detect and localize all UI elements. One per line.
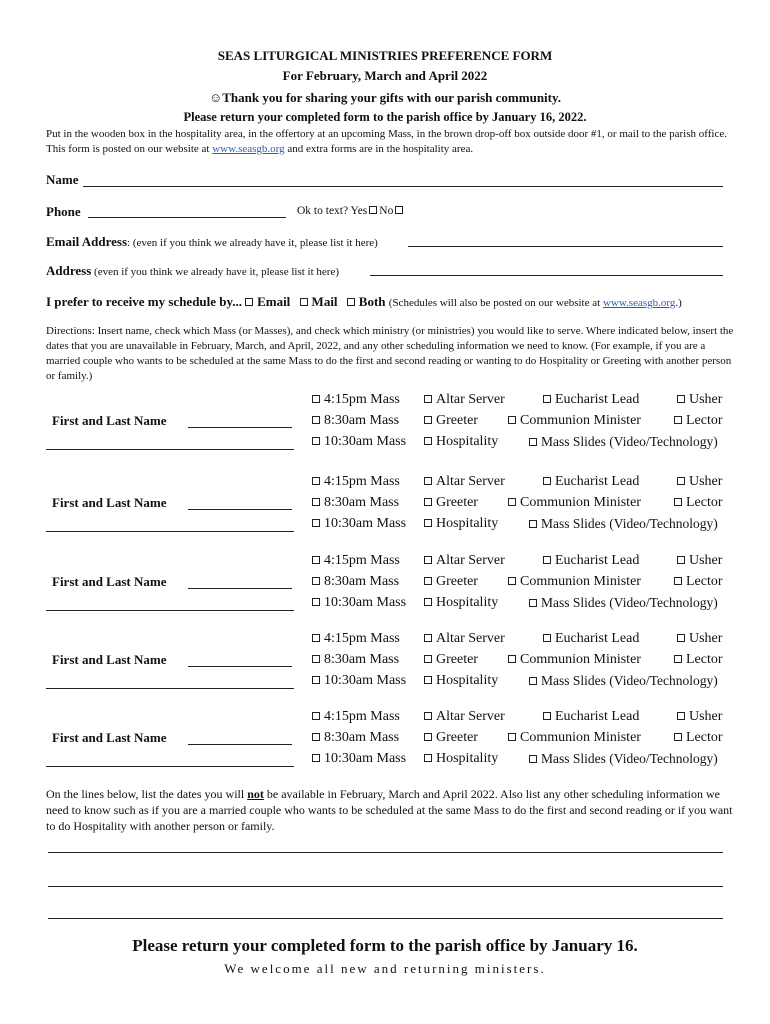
schedule-note-end: .) [675, 297, 682, 309]
eucharist-lead-label: Eucharist Lead [555, 474, 640, 489]
mass-slides-checkbox[interactable] [529, 677, 537, 685]
block-5-mass-checkbox[interactable] [312, 754, 320, 762]
text-yes-checkbox[interactable] [369, 206, 377, 214]
email-note: : (even if you think we already have it, please list it here) [127, 237, 378, 249]
unavailable-emphasis: not [247, 787, 264, 801]
block-4-mass-checkbox[interactable] [312, 634, 320, 642]
block-5-usher[interactable] [677, 709, 722, 725]
greeter-label: Greeter [436, 413, 478, 428]
block-2-mass-option[interactable] [312, 516, 406, 532]
block-1-usher[interactable] [677, 392, 722, 408]
footer-welcome: We welcome all new and returning ministers. [224, 961, 546, 976]
block-2-hospitality[interactable] [424, 516, 498, 532]
block-4-mass-option[interactable] [312, 673, 406, 689]
block-1-mass-option[interactable] [312, 434, 406, 450]
usher-checkbox[interactable] [677, 477, 685, 485]
unavailable-text-end: be available in February, March and April 2022. Also list any other scheduling information we need to know such as if you are a married couple who wants to be scheduled at the same Mass to do the first and second reading or if you want to do Hospitality with another person or family. [46, 787, 733, 833]
hospitality-checkbox[interactable] [424, 437, 432, 445]
block-3-name-label: First and Last Name [52, 574, 167, 589]
schedule-preference-label: I prefer to receive my schedule by... [46, 294, 243, 309]
schedule-website-link[interactable]: www.seasgb.org [602, 297, 676, 309]
intro-text-end: and extra forms are in the hospitality area. [284, 143, 474, 155]
lector-label: Lector [686, 495, 723, 510]
block-1-mass-checkbox[interactable] [312, 437, 320, 445]
block-3-name-field[interactable] [188, 588, 292, 589]
block-4-mass-option[interactable] [312, 631, 400, 647]
block-4-mass-slides[interactable] [529, 673, 718, 689]
block-4-lector[interactable] [674, 652, 723, 668]
block-2-mass-label: 8:30am Mass [324, 495, 400, 510]
communion-minister-label: Communion Minister [520, 730, 641, 745]
block-3-mass-option[interactable] [312, 595, 406, 611]
greeter-label: Greeter [436, 730, 478, 745]
block-4-name-label: First and Last Name [52, 652, 167, 667]
block-4-mass-label: 10:30am Mass [324, 673, 407, 688]
greeter-checkbox[interactable] [424, 655, 432, 663]
lector-checkbox[interactable] [674, 498, 682, 506]
greeter-checkbox[interactable] [424, 577, 432, 585]
block-5-mass-option[interactable] [312, 709, 400, 725]
greeter-label: Greeter [436, 652, 478, 667]
block-1-greeter[interactable] [424, 413, 478, 429]
usher-checkbox[interactable] [677, 712, 685, 720]
block-2-eucharist-lead[interactable] [543, 474, 639, 490]
block-1-mass-option[interactable] [312, 392, 400, 408]
mass-slides-checkbox[interactable] [529, 438, 537, 446]
usher-label: Usher [689, 553, 723, 568]
block-3-hospitality[interactable] [424, 595, 498, 611]
eucharist-lead-label: Eucharist Lead [555, 709, 640, 724]
block-1-altar-server[interactable] [424, 392, 505, 408]
mass-slides-checkbox[interactable] [529, 520, 537, 528]
block-5-communion-minister[interactable] [508, 730, 641, 746]
lector-checkbox[interactable] [674, 733, 682, 741]
block-5-mass-label: 4:15pm Mass [324, 709, 400, 724]
block-4-mass-checkbox[interactable] [312, 676, 320, 684]
greeter-label: Greeter [436, 574, 478, 589]
unavailable-line-3[interactable] [48, 918, 723, 919]
mass-slides-label: Mass Slides (Video/Technology) [541, 673, 718, 688]
altar-server-checkbox[interactable] [424, 477, 432, 485]
hospitality-label: Hospitality [436, 595, 499, 610]
altar-server-checkbox[interactable] [424, 556, 432, 564]
block-2-altar-server[interactable] [424, 474, 505, 490]
block-3-greeter[interactable] [424, 574, 478, 590]
eucharist-lead-label: Eucharist Lead [555, 392, 640, 407]
block-1-mass-option[interactable] [312, 413, 399, 429]
block-5-mass-checkbox[interactable] [312, 712, 320, 720]
block-4-mass-label: 4:15pm Mass [324, 631, 400, 646]
email-field[interactable] [408, 246, 723, 247]
block-2-greeter[interactable] [424, 495, 478, 511]
usher-label: Usher [689, 474, 723, 489]
block-5-name-field[interactable] [188, 744, 292, 745]
altar-server-label: Altar Server [436, 392, 505, 407]
usher-label: Usher [689, 631, 723, 646]
block-5-mass-label: 10:30am Mass [324, 751, 407, 766]
block-3-mass-checkbox[interactable] [312, 598, 320, 606]
communion-minister-label: Communion Minister [520, 495, 641, 510]
text-no-checkbox[interactable] [395, 206, 403, 214]
altar-server-label: Altar Server [436, 553, 505, 568]
block-3-mass-option[interactable] [312, 574, 399, 590]
form-title: SEAS LITURGICAL MINISTRIES PREFERENCE FORM [217, 48, 553, 63]
block-3-mass-checkbox[interactable] [312, 577, 320, 585]
usher-checkbox[interactable] [677, 395, 685, 403]
unavailable-text: On the lines below, list the dates you will [46, 787, 248, 801]
lector-checkbox[interactable] [674, 655, 682, 663]
unavailable-line-2[interactable] [48, 886, 723, 887]
block-4-eucharist-lead[interactable] [543, 631, 639, 647]
phone-label: Phone [46, 204, 81, 219]
block-3-mass-label: 10:30am Mass [324, 595, 407, 610]
block-3-mass-option[interactable] [312, 553, 400, 569]
block-3-mass-slides[interactable] [529, 595, 718, 611]
schedule-note [389, 297, 682, 309]
block-3-mass-label: 4:15pm Mass [324, 553, 400, 568]
address-row [46, 262, 339, 280]
altar-server-label: Altar Server [436, 474, 505, 489]
communion-minister-checkbox[interactable] [508, 655, 516, 663]
text-no-label: No [379, 205, 394, 217]
block-2-mass-option[interactable] [312, 495, 399, 511]
block-2-mass-label: 4:15pm Mass [324, 474, 400, 489]
usher-label: Usher [689, 709, 723, 724]
block-2-name-field-2[interactable] [46, 531, 294, 532]
hospitality-label: Hospitality [436, 434, 499, 449]
name-field[interactable] [83, 186, 723, 187]
eucharist-lead-checkbox[interactable] [543, 556, 551, 564]
eucharist-lead-checkbox[interactable] [543, 712, 551, 720]
altar-server-checkbox[interactable] [424, 634, 432, 642]
block-2-mass-checkbox[interactable] [312, 477, 320, 485]
mass-slides-checkbox[interactable] [529, 755, 537, 763]
block-3-altar-server[interactable] [424, 553, 505, 569]
eucharist-lead-checkbox[interactable] [543, 477, 551, 485]
block-1-hospitality[interactable] [424, 434, 498, 450]
lector-label: Lector [686, 413, 723, 428]
block-4-mass-label: 8:30am Mass [324, 652, 400, 667]
block-3-name-field-2[interactable] [46, 610, 294, 611]
lector-label: Lector [686, 652, 723, 667]
communion-minister-label: Communion Minister [520, 574, 641, 589]
block-5-name-label: First and Last Name [52, 730, 167, 745]
block-4-usher[interactable] [677, 631, 722, 647]
address-field[interactable] [370, 275, 723, 276]
block-2-mass-slides[interactable] [529, 516, 718, 532]
unavailable-instructions [46, 786, 736, 834]
block-4-hospitality[interactable] [424, 673, 498, 689]
pref-mail-checkbox[interactable] [300, 298, 308, 306]
block-4-greeter[interactable] [424, 652, 478, 668]
block-1-mass-slides[interactable] [529, 434, 718, 450]
hospitality-checkbox[interactable] [424, 519, 432, 527]
block-3-mass-checkbox[interactable] [312, 556, 320, 564]
block-4-mass-option[interactable] [312, 652, 399, 668]
block-5-mass-option[interactable] [312, 751, 406, 767]
block-4-altar-server[interactable] [424, 631, 505, 647]
pref-both-label: Both [358, 294, 386, 309]
lector-checkbox[interactable] [674, 416, 682, 424]
mass-slides-checkbox[interactable] [529, 599, 537, 607]
website-link[interactable]: www.seasgb.org [212, 143, 285, 155]
hospitality-checkbox[interactable] [424, 598, 432, 606]
communion-minister-label: Communion Minister [520, 413, 641, 428]
block-1-mass-label: 4:15pm Mass [324, 392, 400, 407]
block-1-communion-minister[interactable] [508, 413, 641, 429]
block-2-mass-checkbox[interactable] [312, 519, 320, 527]
block-5-mass-checkbox[interactable] [312, 733, 320, 741]
footer-title: Please return your completed form to the parish office by January 16. [132, 936, 638, 955]
intro-text: Put in the wooden box in the hospitality area, in the offertory at an upcoming Mass, in the brown drop-off box outside door #1, or mail to the parish office. This form is posted on our website at [46, 128, 727, 155]
block-1-mass-label: 8:30am Mass [324, 413, 400, 428]
eucharist-lead-label: Eucharist Lead [555, 553, 640, 568]
pref-email-checkbox[interactable] [245, 298, 253, 306]
mass-slides-label: Mass Slides (Video/Technology) [541, 516, 718, 531]
communion-minister-checkbox[interactable] [508, 733, 516, 741]
block-3-mass-label: 8:30am Mass [324, 574, 400, 589]
schedule-note-text: (Schedules will also be posted on our website at [388, 297, 603, 309]
intro-paragraph [46, 127, 736, 157]
block-1-name-field[interactable] [188, 427, 292, 428]
directions-text: Directions: Insert name, check which Mass (or Masses), and check which ministry (or ministries) you would like to serve. Where indicated below, insert the dates that you are unavailable in February, March, and April, 2022, and any other scheduling information we need to know. (For example, if you are a married couple who wants to be scheduled at the same Mass to do the first and second reading or wanting to do Hospitality or Greeting with another person or family.) [46, 325, 734, 382]
eucharist-lead-checkbox[interactable] [543, 395, 551, 403]
block-3-lector[interactable] [674, 574, 723, 590]
block-2-usher[interactable] [677, 474, 722, 490]
greeter-checkbox[interactable] [424, 416, 432, 424]
lector-label: Lector [686, 574, 723, 589]
block-5-greeter[interactable] [424, 730, 478, 746]
block-1-mass-checkbox[interactable] [312, 395, 320, 403]
eucharist-lead-label: Eucharist Lead [555, 631, 640, 646]
text-ok-question [297, 205, 405, 217]
block-3-usher[interactable] [677, 553, 722, 569]
hospitality-checkbox[interactable] [424, 676, 432, 684]
block-4-mass-checkbox[interactable] [312, 655, 320, 663]
hospitality-label: Hospitality [436, 751, 499, 766]
block-5-lector[interactable] [674, 730, 723, 746]
text-ok-label: Ok to text? Yes [297, 205, 368, 217]
block-5-mass-slides[interactable] [529, 751, 718, 767]
block-2-lector[interactable] [674, 495, 723, 511]
pref-mail-label: Mail [311, 294, 338, 309]
unavailable-line-1[interactable] [48, 852, 723, 853]
address-note: (even if you think we already have it, please list it here) [91, 266, 339, 278]
block-5-eucharist-lead[interactable] [543, 709, 639, 725]
name-label: Name [46, 172, 79, 187]
schedule-preference-row [46, 294, 682, 310]
communion-minister-checkbox[interactable] [508, 416, 516, 424]
form-subtitle: For February, March and April 2022 [282, 68, 488, 83]
block-4-name-field[interactable] [188, 666, 292, 667]
communion-minister-label: Communion Minister [520, 652, 641, 667]
mass-slides-label: Mass Slides (Video/Technology) [541, 434, 718, 449]
lector-label: Lector [686, 730, 723, 745]
phone-field[interactable] [88, 217, 286, 218]
usher-checkbox[interactable] [677, 634, 685, 642]
block-2-name-field[interactable] [188, 509, 292, 510]
block-2-mass-checkbox[interactable] [312, 498, 320, 506]
block-5-name-field-2[interactable] [46, 766, 294, 767]
greeter-checkbox[interactable] [424, 498, 432, 506]
hospitality-label: Hospitality [436, 516, 499, 531]
altar-server-checkbox[interactable] [424, 712, 432, 720]
return-note: Please return your completed form to the parish office by January 16, 2022. [183, 110, 587, 124]
block-3-communion-minister[interactable] [508, 574, 641, 590]
thanks-line: ☺Thank you for sharing your gifts with our parish community. [208, 90, 562, 105]
block-2-mass-option[interactable] [312, 474, 400, 490]
greeter-checkbox[interactable] [424, 733, 432, 741]
block-1-eucharist-lead[interactable] [543, 392, 639, 408]
block-5-mass-label: 8:30am Mass [324, 730, 400, 745]
altar-server-checkbox[interactable] [424, 395, 432, 403]
email-row [46, 233, 378, 251]
hospitality-checkbox[interactable] [424, 754, 432, 762]
block-1-name-label: First and Last Name [52, 413, 167, 428]
usher-checkbox[interactable] [677, 556, 685, 564]
altar-server-label: Altar Server [436, 709, 505, 724]
block-4-name-field-2[interactable] [46, 688, 294, 689]
email-label: Email Address [46, 234, 128, 249]
block-1-mass-label: 10:30am Mass [324, 434, 407, 449]
greeter-label: Greeter [436, 495, 478, 510]
eucharist-lead-checkbox[interactable] [543, 634, 551, 642]
address-label: Address [46, 263, 92, 278]
block-1-name-field-2[interactable] [46, 449, 294, 450]
altar-server-label: Altar Server [436, 631, 505, 646]
hospitality-label: Hospitality [436, 673, 499, 688]
block-2-communion-minister[interactable] [508, 495, 641, 511]
block-5-mass-option[interactable] [312, 730, 399, 746]
pref-email-label: Email [257, 294, 291, 309]
communion-minister-checkbox[interactable] [508, 498, 516, 506]
pref-both-checkbox[interactable] [347, 298, 355, 306]
block-1-lector[interactable] [674, 413, 723, 429]
block-1-mass-checkbox[interactable] [312, 416, 320, 424]
mass-slides-label: Mass Slides (Video/Technology) [541, 595, 718, 610]
mass-slides-label: Mass Slides (Video/Technology) [541, 751, 718, 766]
block-5-hospitality[interactable] [424, 751, 498, 767]
block-4-communion-minister[interactable] [508, 652, 641, 668]
block-2-mass-label: 10:30am Mass [324, 516, 407, 531]
block-2-name-label: First and Last Name [52, 495, 167, 510]
usher-label: Usher [689, 392, 723, 407]
communion-minister-checkbox[interactable] [508, 577, 516, 585]
block-5-altar-server[interactable] [424, 709, 505, 725]
block-3-eucharist-lead[interactable] [543, 553, 639, 569]
lector-checkbox[interactable] [674, 577, 682, 585]
